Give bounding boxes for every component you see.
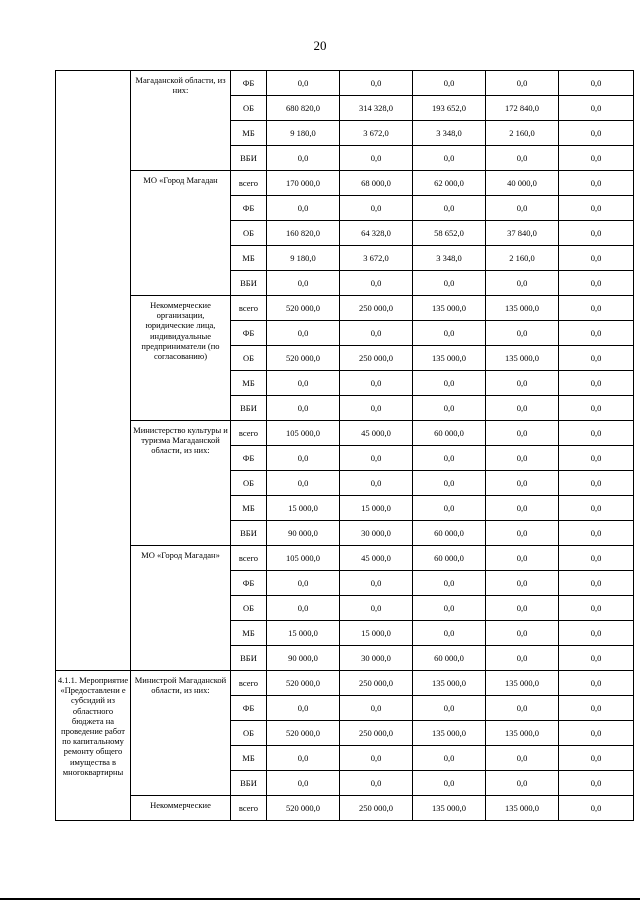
amount-cell: 250 000,0: [340, 296, 413, 321]
funding-source-cell: ФБ: [231, 696, 267, 721]
amount-cell: 520 000,0: [267, 721, 340, 746]
executor-cell: МО «Город Магадан: [131, 171, 231, 296]
funding-source-cell: ВБИ: [231, 396, 267, 421]
amount-cell: 15 000,0: [340, 496, 413, 521]
amount-cell: 0,0: [559, 496, 634, 521]
funding-source-cell: ФБ: [231, 321, 267, 346]
amount-cell: 135 000,0: [413, 796, 486, 821]
amount-cell: 0,0: [340, 321, 413, 346]
table-row: [56, 796, 634, 821]
amount-cell: 0,0: [559, 696, 634, 721]
amount-cell: 2 160,0: [486, 246, 559, 271]
amount-cell: 0,0: [559, 546, 634, 571]
amount-cell: 0,0: [486, 371, 559, 396]
amount-cell: 0,0: [340, 596, 413, 621]
amount-cell: 0,0: [559, 521, 634, 546]
funding-source-cell: ОБ: [231, 721, 267, 746]
amount-cell: 0,0: [413, 746, 486, 771]
amount-cell: 0,0: [559, 471, 634, 496]
amount-cell: 0,0: [486, 146, 559, 171]
amount-cell: 0,0: [486, 421, 559, 446]
amount-cell: 520 000,0: [267, 671, 340, 696]
amount-cell: 45 000,0: [340, 546, 413, 571]
amount-cell: 0,0: [413, 71, 486, 96]
amount-cell: 520 000,0: [267, 296, 340, 321]
amount-cell: 0,0: [559, 146, 634, 171]
amount-cell: 90 000,0: [267, 521, 340, 546]
amount-cell: 172 840,0: [486, 96, 559, 121]
amount-cell: 15 000,0: [267, 496, 340, 521]
table-row: [56, 421, 634, 446]
amount-cell: 0,0: [267, 71, 340, 96]
amount-cell: 0,0: [267, 696, 340, 721]
table-row: [56, 546, 634, 571]
funding-source-cell: всего: [231, 421, 267, 446]
amount-cell: 0,0: [267, 271, 340, 296]
amount-cell: 105 000,0: [267, 421, 340, 446]
funding-source-cell: ВБИ: [231, 146, 267, 171]
funding-source-cell: ОБ: [231, 96, 267, 121]
amount-cell: 0,0: [559, 746, 634, 771]
amount-cell: 193 652,0: [413, 96, 486, 121]
amount-cell: 60 000,0: [413, 646, 486, 671]
amount-cell: 0,0: [486, 521, 559, 546]
amount-cell: 0,0: [486, 646, 559, 671]
amount-cell: 0,0: [486, 596, 559, 621]
amount-cell: 135 000,0: [486, 296, 559, 321]
amount-cell: 0,0: [267, 771, 340, 796]
bottom-rule: [0, 898, 640, 900]
amount-cell: 0,0: [559, 396, 634, 421]
funding-source-cell: ФБ: [231, 446, 267, 471]
amount-cell: 0,0: [559, 621, 634, 646]
amount-cell: 0,0: [267, 196, 340, 221]
amount-cell: 9 180,0: [267, 246, 340, 271]
amount-cell: 60 000,0: [413, 546, 486, 571]
amount-cell: 160 820,0: [267, 221, 340, 246]
amount-cell: 0,0: [267, 596, 340, 621]
amount-cell: 0,0: [559, 771, 634, 796]
amount-cell: 0,0: [340, 196, 413, 221]
amount-cell: 0,0: [559, 321, 634, 346]
amount-cell: 3 348,0: [413, 246, 486, 271]
amount-cell: 0,0: [559, 446, 634, 471]
funding-source-cell: ФБ: [231, 71, 267, 96]
amount-cell: 0,0: [413, 196, 486, 221]
funding-source-cell: МБ: [231, 496, 267, 521]
funding-source-cell: МБ: [231, 746, 267, 771]
amount-cell: 0,0: [559, 221, 634, 246]
amount-cell: 0,0: [267, 146, 340, 171]
amount-cell: 520 000,0: [267, 796, 340, 821]
funding-source-cell: всего: [231, 171, 267, 196]
amount-cell: 0,0: [486, 571, 559, 596]
amount-cell: 0,0: [559, 296, 634, 321]
amount-cell: 60 000,0: [413, 521, 486, 546]
funding-source-cell: всего: [231, 671, 267, 696]
amount-cell: 3 672,0: [340, 246, 413, 271]
amount-cell: 0,0: [267, 446, 340, 471]
amount-cell: 68 000,0: [340, 171, 413, 196]
amount-cell: 0,0: [559, 671, 634, 696]
funding-source-cell: ВБИ: [231, 771, 267, 796]
amount-cell: 0,0: [559, 171, 634, 196]
amount-cell: 0,0: [413, 396, 486, 421]
amount-cell: 0,0: [413, 471, 486, 496]
funding-source-cell: всего: [231, 296, 267, 321]
funding-source-cell: МБ: [231, 246, 267, 271]
amount-cell: 170 000,0: [267, 171, 340, 196]
funding-source-cell: ВБИ: [231, 646, 267, 671]
amount-cell: 135 000,0: [486, 671, 559, 696]
executor-cell: Некоммерческие организации, юридические лица, индивидуальные предприниматели (по согласованию): [131, 296, 231, 421]
amount-cell: 680 820,0: [267, 96, 340, 121]
amount-cell: 0,0: [340, 771, 413, 796]
amount-cell: 0,0: [486, 546, 559, 571]
amount-cell: 250 000,0: [340, 346, 413, 371]
amount-cell: 0,0: [413, 771, 486, 796]
amount-cell: 0,0: [340, 746, 413, 771]
executor-cell: Министрой Магаданской области, из них:: [131, 671, 231, 796]
funding-source-cell: МБ: [231, 121, 267, 146]
amount-cell: 0,0: [486, 446, 559, 471]
funding-source-cell: всего: [231, 796, 267, 821]
amount-cell: 62 000,0: [413, 171, 486, 196]
amount-cell: 0,0: [340, 571, 413, 596]
amount-cell: 0,0: [413, 596, 486, 621]
amount-cell: 45 000,0: [340, 421, 413, 446]
table-row: [56, 71, 634, 96]
executor-cell: Некоммерческие: [131, 796, 231, 821]
amount-cell: 0,0: [559, 96, 634, 121]
funding-source-cell: ВБИ: [231, 521, 267, 546]
amount-cell: 0,0: [340, 446, 413, 471]
amount-cell: 0,0: [486, 271, 559, 296]
amount-cell: 135 000,0: [486, 721, 559, 746]
amount-cell: 135 000,0: [486, 346, 559, 371]
table-row: [56, 296, 634, 321]
amount-cell: 105 000,0: [267, 546, 340, 571]
amount-cell: 2 160,0: [486, 121, 559, 146]
amount-cell: 0,0: [413, 146, 486, 171]
amount-cell: 0,0: [559, 421, 634, 446]
amount-cell: 0,0: [559, 196, 634, 221]
amount-cell: 0,0: [559, 346, 634, 371]
amount-cell: 15 000,0: [267, 621, 340, 646]
page-number: 20: [313, 38, 327, 53]
executor-cell: Магаданской области, из них:: [131, 71, 231, 171]
funding-source-cell: всего: [231, 546, 267, 571]
amount-cell: 3 348,0: [413, 121, 486, 146]
amount-cell: 0,0: [413, 371, 486, 396]
funding-source-cell: ОБ: [231, 596, 267, 621]
amount-cell: 520 000,0: [267, 346, 340, 371]
amount-cell: 0,0: [486, 196, 559, 221]
amount-cell: 0,0: [486, 696, 559, 721]
amount-cell: 0,0: [559, 121, 634, 146]
amount-cell: 0,0: [413, 696, 486, 721]
amount-cell: 0,0: [340, 696, 413, 721]
amount-cell: 0,0: [559, 721, 634, 746]
amount-cell: 0,0: [559, 596, 634, 621]
amount-cell: 0,0: [413, 446, 486, 471]
amount-cell: 60 000,0: [413, 421, 486, 446]
amount-cell: 0,0: [559, 371, 634, 396]
funding-source-cell: МБ: [231, 621, 267, 646]
amount-cell: 0,0: [340, 146, 413, 171]
amount-cell: 0,0: [340, 371, 413, 396]
funding-source-cell: ОБ: [231, 471, 267, 496]
amount-cell: 0,0: [559, 271, 634, 296]
amount-cell: 135 000,0: [413, 671, 486, 696]
amount-cell: 0,0: [413, 621, 486, 646]
amount-cell: 9 180,0: [267, 121, 340, 146]
measure-cell: [56, 71, 131, 671]
amount-cell: 0,0: [413, 496, 486, 521]
amount-cell: 135 000,0: [413, 296, 486, 321]
funding-source-cell: ФБ: [231, 571, 267, 596]
funding-source-cell: МБ: [231, 371, 267, 396]
amount-cell: 0,0: [486, 471, 559, 496]
table-row: [56, 671, 634, 696]
amount-cell: 0,0: [486, 496, 559, 521]
amount-cell: 15 000,0: [340, 621, 413, 646]
funding-source-cell: ФБ: [231, 196, 267, 221]
amount-cell: 0,0: [267, 471, 340, 496]
measure-cell: 4.1.1. Мероприятие «Предоставлени е субсидий из областного бюджета на проведение работ по капитальному ремонту общего имущества в многоквартирны: [56, 671, 131, 821]
amount-cell: 250 000,0: [340, 721, 413, 746]
amount-cell: 0,0: [267, 571, 340, 596]
funding-source-cell: ВБИ: [231, 271, 267, 296]
amount-cell: 0,0: [340, 71, 413, 96]
amount-cell: 250 000,0: [340, 671, 413, 696]
amount-cell: 135 000,0: [486, 796, 559, 821]
amount-cell: 0,0: [486, 321, 559, 346]
amount-cell: 0,0: [267, 396, 340, 421]
amount-cell: 0,0: [486, 621, 559, 646]
amount-cell: 0,0: [559, 796, 634, 821]
amount-cell: 0,0: [559, 246, 634, 271]
amount-cell: 250 000,0: [340, 796, 413, 821]
amount-cell: 0,0: [340, 271, 413, 296]
amount-cell: 0,0: [267, 321, 340, 346]
amount-cell: 0,0: [486, 396, 559, 421]
amount-cell: 30 000,0: [340, 521, 413, 546]
amount-cell: 0,0: [486, 771, 559, 796]
funding-source-cell: ОБ: [231, 221, 267, 246]
amount-cell: 0,0: [413, 321, 486, 346]
amount-cell: 0,0: [486, 71, 559, 96]
amount-cell: 0,0: [559, 571, 634, 596]
executor-cell: МО «Город Магадан»: [131, 546, 231, 671]
funding-source-cell: ОБ: [231, 346, 267, 371]
amount-cell: 3 672,0: [340, 121, 413, 146]
amount-cell: 37 840,0: [486, 221, 559, 246]
amount-cell: 0,0: [267, 746, 340, 771]
table-row: [56, 171, 634, 196]
budget-table: [55, 70, 634, 821]
amount-cell: 64 328,0: [340, 221, 413, 246]
amount-cell: 314 328,0: [340, 96, 413, 121]
amount-cell: 0,0: [267, 371, 340, 396]
amount-cell: 90 000,0: [267, 646, 340, 671]
amount-cell: 135 000,0: [413, 721, 486, 746]
amount-cell: 0,0: [413, 571, 486, 596]
amount-cell: 0,0: [559, 646, 634, 671]
amount-cell: 58 652,0: [413, 221, 486, 246]
amount-cell: 0,0: [340, 396, 413, 421]
amount-cell: 0,0: [413, 271, 486, 296]
amount-cell: 0,0: [559, 71, 634, 96]
amount-cell: 40 000,0: [486, 171, 559, 196]
executor-cell: Министерство культуры и туризма Магаданской области, из них:: [131, 421, 231, 546]
amount-cell: 135 000,0: [413, 346, 486, 371]
amount-cell: 0,0: [486, 746, 559, 771]
amount-cell: 0,0: [340, 471, 413, 496]
amount-cell: 30 000,0: [340, 646, 413, 671]
